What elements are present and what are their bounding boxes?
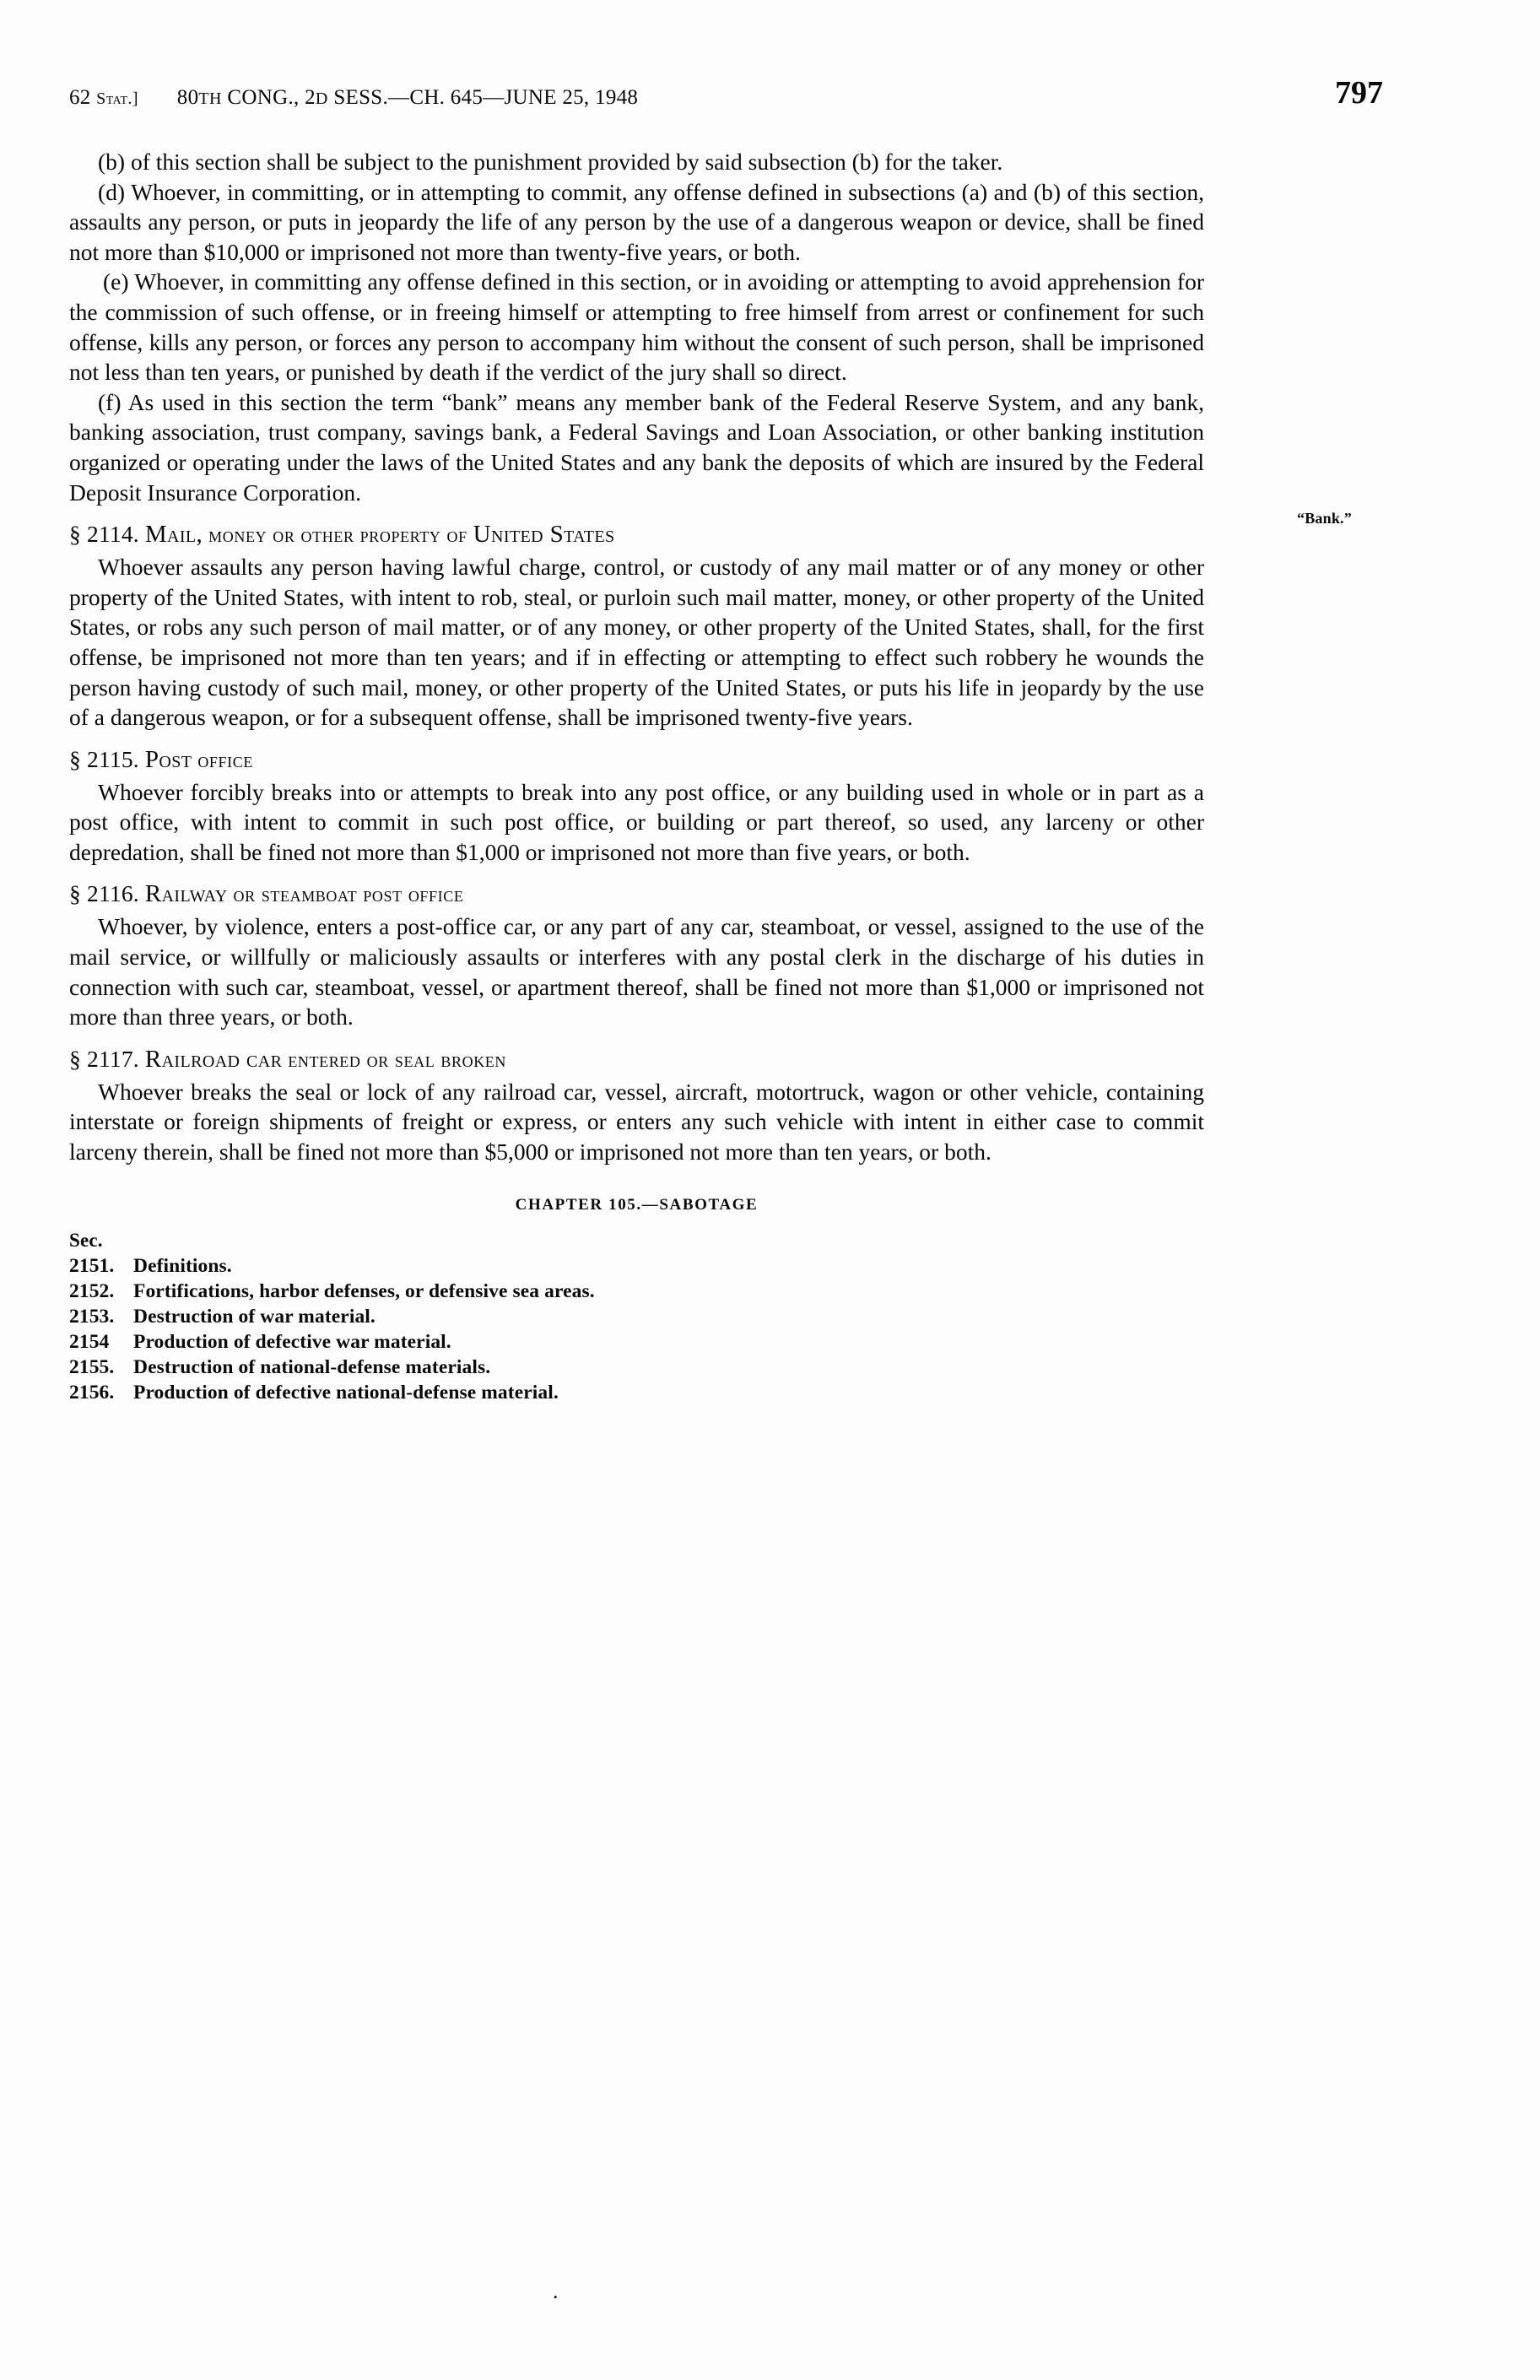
running-head: [69, 75, 1383, 118]
running-head-left: [69, 86, 638, 110]
chapter-heading: CHAPTER 105.—SABOTAGE: [515, 1195, 759, 1214]
list-item[interactable]: [69, 1304, 1204, 1329]
chapter-table-of-contents: [69, 1230, 1204, 1405]
toc-entry-title: Fortifications, harbor defenses, or defensive sea areas.: [133, 1279, 595, 1302]
section-heading-2116: [69, 880, 1204, 908]
section-title-2114-mid: money or other property of: [208, 522, 467, 548]
toc-entry-title: Production of defective national-defense material.: [133, 1381, 559, 1404]
toc-sec-label: Sec.: [69, 1229, 103, 1251]
list-item[interactable]: [69, 1253, 1204, 1279]
section-body-2117: Whoever breaks the seal or lock of any railroad car, vessel, aircraft, motortruck, wagon or other vehicle, containing interstate or foreign shipments of freight or express, or enters any such vehicle with intent in either case to commit larceny therein, shall be fined not more than $5,000 or imprisoned not more than ten years, or both.: [69, 1078, 1204, 1166]
volume-number: 62: [69, 86, 91, 109]
list-item[interactable]: [69, 1355, 1204, 1380]
body-column: [69, 147, 1352, 1405]
paragraph-subsection-d: (d) Whoever, in committing, or in attempting to commit, any offense defined in subsections (a) and (b) of this section, assaults any person, or puts in jeopardy the life of any person by the use of a dangerous weapon or device, shall be fined not more than $10,000 or imprisoned not more than twenty-five years, or both.: [69, 178, 1204, 265]
paragraph-subsection-f: (f) As used in this section the term “bank” means any member bank of the Federal Reserve System, and any bank, banking association, trust company, savings bank, a Federal Savings and Loan Association, or other banking institution organized or operating under the laws of the United States and any bank the deposits of which are insured by the Federal Deposit Insurance Corporation.: [69, 388, 1204, 506]
toc-entry-number: 2155.: [69, 1355, 115, 1378]
section-heading-2114: [69, 521, 1204, 549]
section-heading-2117: [69, 1046, 1204, 1074]
page-content: [69, 75, 1487, 1405]
section-number-2114: § 2114.: [69, 521, 139, 548]
toc-entry-number: 2156.: [69, 1381, 115, 1404]
section-number-2115: § 2115.: [69, 745, 139, 772]
section-number-2116: § 2116.: [69, 880, 139, 907]
section-title-2116-lead: Railway: [144, 880, 228, 908]
toc-entry-title: Production of defective war material.: [133, 1330, 451, 1353]
section-title-2117-lead: Railroad car: [144, 1045, 283, 1073]
list-item[interactable]: [69, 1329, 1204, 1355]
section-title-2114-tail: United States: [473, 521, 615, 549]
list-item[interactable]: [69, 1279, 1204, 1304]
volume-stat-label: Stat.]: [96, 89, 138, 108]
section-body-2115: Whoever forcibly breaks into or attempts to break into any post office, or any building used in whole or in part as a post office, with intent to commit in such post office, or building or part thereof, so used, any larceny or other depredation, shall be fined not more than $1,000 or imprisoned not more than five years, or both.: [69, 778, 1204, 865]
toc-entry-title: Destruction of war material.: [133, 1305, 376, 1328]
toc-entry-number: 2153.: [69, 1305, 115, 1328]
section-number-2117: § 2117.: [69, 1045, 139, 1072]
running-head-center: 80TH CONG., 2D SESS.—CH. 645—JUNE 25, 1948: [176, 86, 639, 109]
footer-mark: .: [553, 2279, 559, 2303]
paragraph-subsection-e: (e) Whoever, in committing any offense defined in this section, or in avoiding or attempting to avoid apprehension for the commission of such offense, or in freeing himself or attempting to free himself from arrest or confinement for such offense, kills any person, or forces any person to accompany him without the consent of such person, shall be imprisoned not less than ten years, or punished by death if the verdict of the jury shall so direct.: [69, 268, 1204, 386]
toc-entry-title: Definitions.: [133, 1254, 232, 1277]
toc-entry-title: Destruction of national-defense materials.: [133, 1355, 491, 1378]
marginal-note-bank: “Bank.”: [1297, 510, 1352, 527]
toc-entry-number: 2152.: [69, 1279, 115, 1302]
section-title-2115-lead: Post: [144, 745, 192, 773]
page-number: 797: [1335, 75, 1383, 111]
section-body-2116: Whoever, by violence, enters a post-office car, or any part of any car, steamboat, or vessel, assigned to the use of the mail service, or willfully or maliciously assaults or interferes with any postal clerk in the discharge of his duties in connection with such car, steamboat, vessel, or apartment thereof, shall be fined not more than $1,000 or imprisoned not more than three years, or both.: [69, 913, 1204, 1030]
toc-entry-number: 2151.: [69, 1254, 115, 1277]
section-title-2117-mid: entered or seal broken: [288, 1047, 507, 1072]
section-title-2115-mid: office: [197, 747, 253, 772]
toc-entry-number: 2154: [69, 1330, 110, 1353]
section-body-2114: Whoever assaults any person having lawful charge, control, or custody of any mail matter or of any money or other property of the United States, with intent to rob, steal, or purloin such mail matter, money, or other property of the United States, or robs any such person of mail matter, or of any money, or other property of the United States, shall, for the first offense, be imprisoned not more than ten years; and if in effecting or attempting to effect such robbery he wounds the person having custody of such mail, money, or other property of the United States, or puts his life in jeopardy by the use of a dangerous weapon, or for a subsequent offense, shall be imprisoned twenty-five years.: [69, 554, 1204, 731]
section-heading-2115: [69, 746, 1204, 774]
paragraph-subsection-b: (b) of this section shall be subject to the punishment provided by said subsection (b) for the taker.: [98, 149, 1003, 175]
list-item[interactable]: [69, 1380, 1204, 1405]
section-title-2114-lead: Mail,: [144, 521, 203, 549]
section-title-2116-mid: or steamboat post office: [233, 882, 464, 907]
